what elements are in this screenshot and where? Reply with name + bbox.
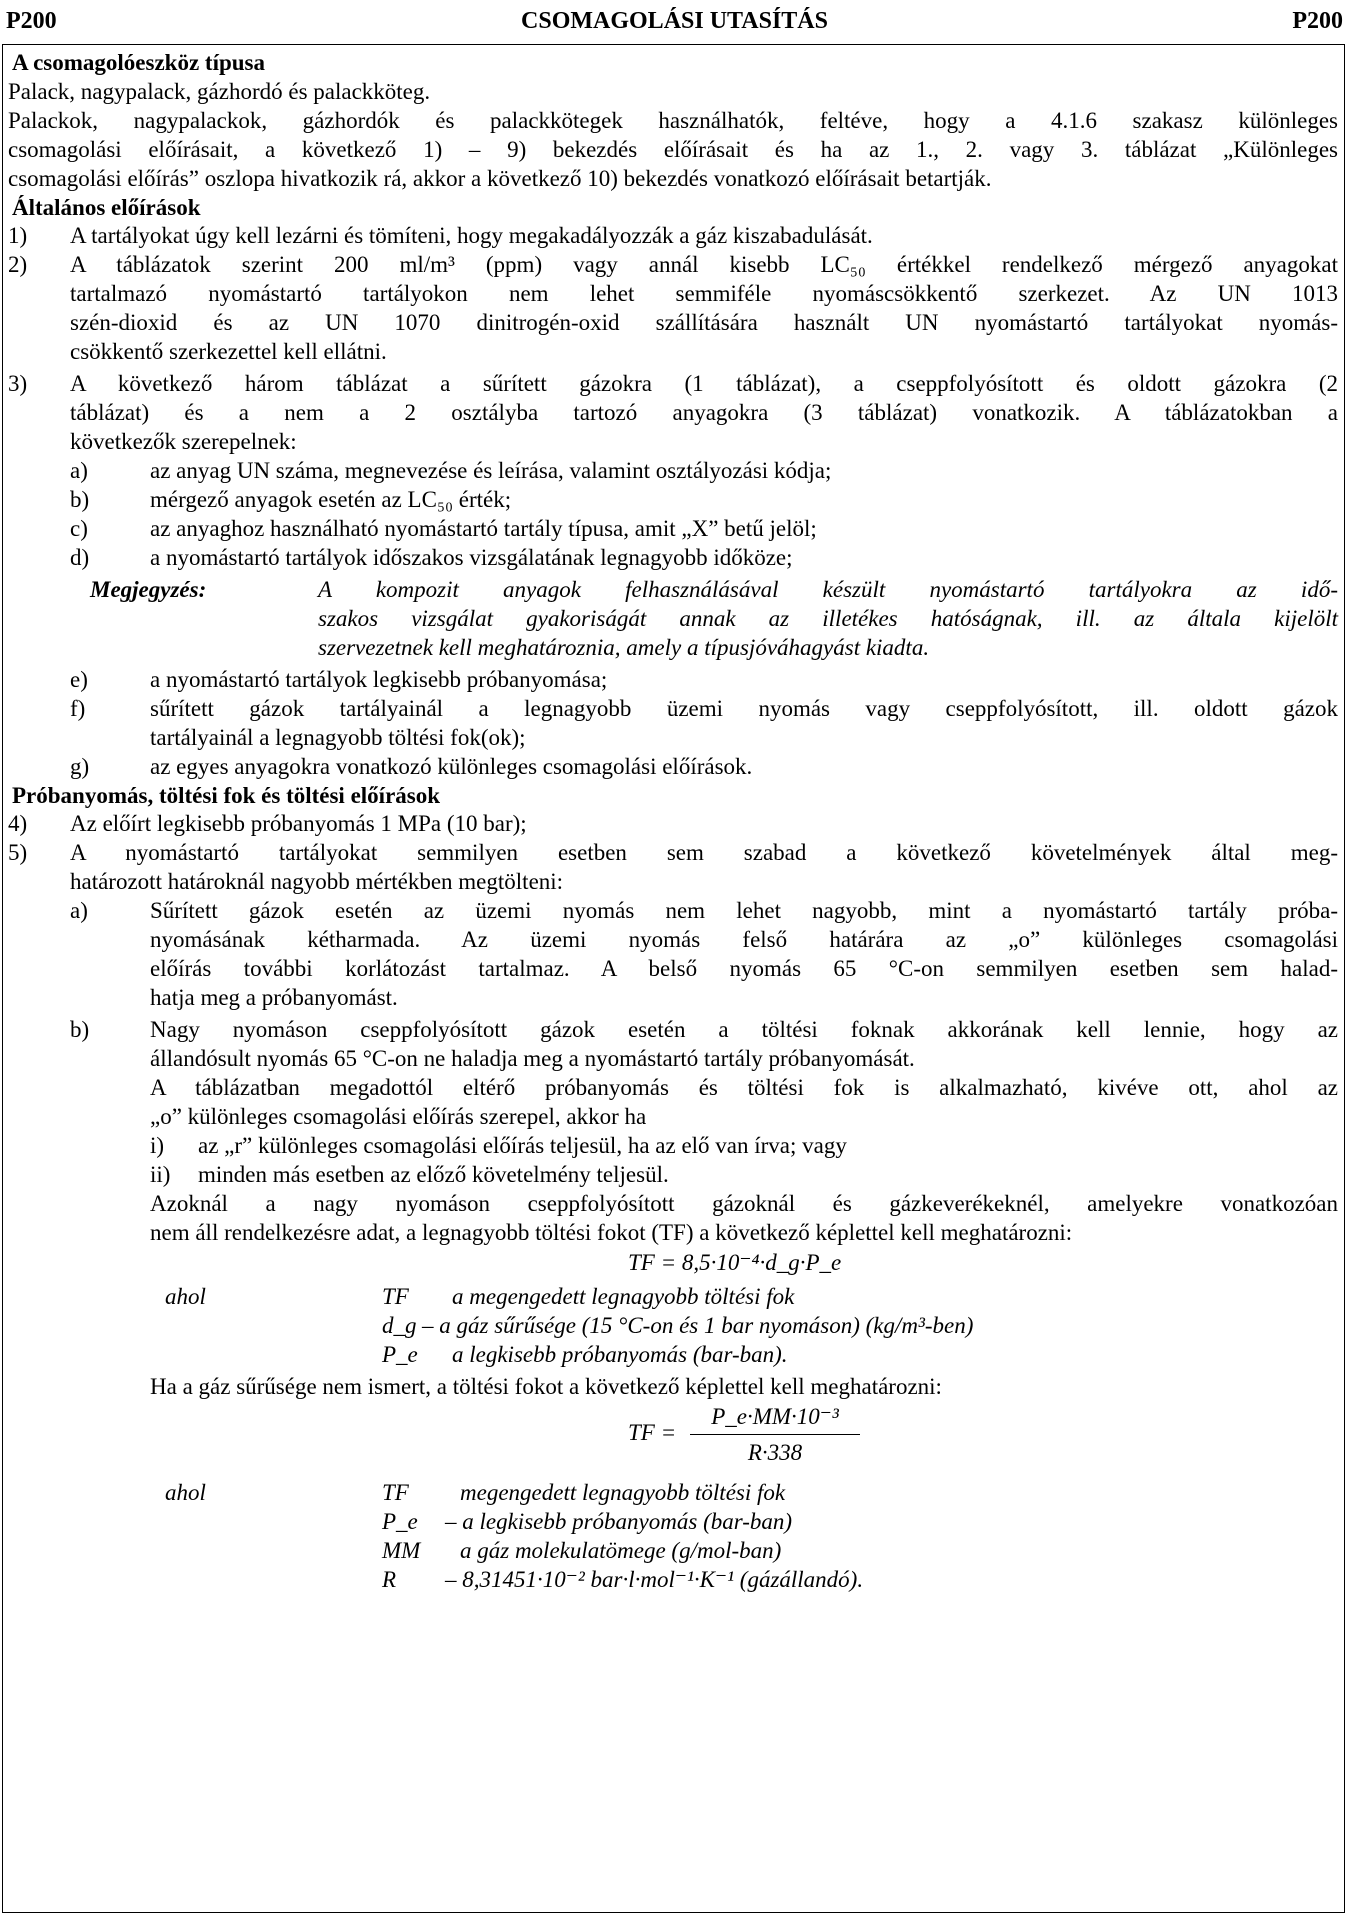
section-heading-test-pressure: Próbanyomás, töltési fok és töltési előírások: [12, 783, 441, 808]
list-item-text: nyomásának kétharmada. Az üzemi nyomás felső határára az „o” különleges csomagolási: [150, 927, 1338, 952]
section-heading-general: Általános előírások: [12, 195, 201, 220]
list-item-text: az egyes anyagokra vonatkozó különleges csomagolási előírások.: [150, 754, 753, 779]
packaging-list-line: Palack, nagypalack, gázhordó és palackköteg.: [8, 79, 431, 104]
symbol: d_g: [382, 1313, 417, 1338]
formula-filling-ratio: TF = 8,5·10⁻⁴·d_g·P_e: [628, 1250, 842, 1275]
paragraph-number: 4): [8, 811, 28, 836]
symbol-description: – a legkisebb próbanyomás (bar-ban): [445, 1509, 793, 1534]
formula2-denominator: R·338: [747, 1440, 803, 1465]
paragraph-number: 2): [8, 252, 28, 277]
list-item-text: Nagy nyomáson cseppfolyósított gázok esetén a töltési foknak akkorának kell lennie, hogy az: [150, 1017, 1338, 1042]
list-item-text: állandósult nyomás 65 °C-on ne haladja meg a nyomástartó tartály próbanyomását.: [150, 1046, 915, 1071]
symbol-description: – a gáz sűrűsége (15 °C-on és 1 bar nyomáson) (kg/m³-ben): [422, 1313, 974, 1338]
symbol: P_e: [382, 1342, 418, 1367]
list-item-text: a nyomástartó tartályok legkisebb próbanyomása;: [150, 667, 608, 692]
note-text: A kompozit anyagok felhasználásával készült nyomástartó tartályokra az idő-: [318, 577, 1338, 602]
list-item-text: tartályainál a legnagyobb töltési fok(ok);: [150, 725, 526, 750]
where-label: ahol: [165, 1480, 206, 1505]
list-item-text: előírás további korlátozást tartalmaz. A belső nyomás 65 °C-on semmilyen esetben sem halad-: [150, 956, 1338, 981]
paragraph-text: táblázat) és a nem a 2 osztályba tartozó anyagokra (3 táblázat) vonatkozik. A táblázatokban a: [70, 400, 1338, 425]
page-header: [0, 0, 1349, 44]
note-text: szervezetnek kell meghatároznia, amely a típusjóváhagyást kiadta.: [318, 635, 930, 660]
header-title: CSOMAGOLÁSI UTASÍTÁS: [521, 8, 828, 34]
intro-paragraph-line: Palackok, nagypalackok, gázhordók és palackkötegek használhatók, feltéve, hogy a 4.1.6 szakasz különleges: [8, 108, 1338, 133]
paragraph-text: A nyomástartó tartályokat semmilyen esetben sem szabad a következő követelmények által meg-: [70, 840, 1338, 865]
roman-key: i): [150, 1133, 165, 1158]
paragraph-text: A következő három táblázat a sűrített gázokra (1 táblázat), a cseppfolyósított és oldott gázokra (2: [70, 371, 1338, 396]
list-key: f): [70, 696, 86, 721]
paragraph-text: tartalmazó nyomástartó tartályokon nem lehet semmiféle nyomáscsökkentő szerkezet. Az UN 1013: [70, 281, 1338, 306]
paragraph-text: következők szerepelnek:: [70, 429, 297, 454]
where-label: ahol: [165, 1284, 206, 1309]
list-item-text: mérgező anyagok esetén az LC₅₀ érték;: [150, 487, 512, 512]
symbol: P_e: [382, 1509, 418, 1534]
formula2-numerator: P_e·MM·10⁻³: [711, 1404, 839, 1429]
section-heading-packaging-type: A csomagolóeszköz típusa: [12, 50, 265, 75]
list-item-text: a nyomástartó tartályok időszakos vizsgálatának legnagyobb időköze;: [150, 545, 793, 570]
list-key: e): [70, 667, 88, 692]
symbol: TF: [382, 1284, 409, 1309]
paragraph-text: Az előírt legkisebb próbanyomás 1 MPa (10 bar);: [70, 811, 527, 836]
list-item-text: az anyaghoz használható nyomástartó tartály típusa, amit „X” betű jelöl;: [150, 516, 817, 541]
paragraph-text: A táblázatok szerint 200 ml/m³ (ppm) vagy annál kisebb LC₅₀ értékkel rendelkező mérgező anyagokat: [70, 252, 1338, 277]
paragraph-number: 1): [8, 223, 28, 248]
header-right-code: P200: [1292, 8, 1343, 34]
intro-paragraph-line: csomagolási előírás” oszlopa hivatkozik rá, akkor a következő 10) bekezdés vonatkozó előírásait betartják.: [8, 166, 992, 191]
list-item-text: hatja meg a próbanyomást.: [150, 985, 398, 1010]
list-key: g): [70, 754, 90, 779]
paragraph-text: A tartályokat úgy kell lezárni és tömíteni, hogy megakadályozzák a gáz kiszabadulását.: [70, 223, 873, 248]
symbol: R: [382, 1567, 397, 1592]
list-key: b): [70, 1017, 90, 1042]
note-text: szakos vizsgálat gyakoriságát annak az illetékes hatóságnak, ill. az általa kijelölt: [318, 606, 1338, 631]
paragraph-text: határozott határoknál nagyobb mértékben megtölteni:: [70, 869, 564, 894]
symbol-description: – 8,31451·10⁻² bar·l·mol⁻¹·K⁻¹ (gázállandó).: [445, 1567, 864, 1592]
list-item-text: az anyag UN száma, megnevezése és leírása, valamint osztályozási kódja;: [150, 458, 832, 483]
symbol-description: a gáz molekulatömege (g/mol-ban): [460, 1538, 782, 1563]
list-key: a): [70, 458, 88, 483]
list-key: a): [70, 898, 88, 923]
list-key: c): [70, 516, 88, 541]
list-key: b): [70, 487, 90, 512]
list-item-text: sűrített gázok tartályainál a legnagyobb üzemi nyomás vagy cseppfolyósított, ill. oldott gázok: [150, 696, 1338, 721]
list-key: d): [70, 545, 90, 570]
formula2-fraction-bar: [690, 1434, 860, 1435]
roman-key: ii): [150, 1162, 171, 1187]
paragraph-text: Ha a gáz sűrűsége nem ismert, a töltési fokot a következő képlettel kell meghatározni:: [150, 1374, 942, 1399]
paragraph-number: 3): [8, 371, 28, 396]
symbol: TF: [382, 1480, 409, 1505]
note-label: Megjegyzés:: [90, 577, 207, 602]
list-item-text: „o” különleges csomagolási előírás szerepel, akkor ha: [150, 1104, 647, 1129]
symbol: MM: [382, 1538, 421, 1563]
list-item-text: Sűrített gázok esetén az üzemi nyomás nem lehet nagyobb, mint a nyomástartó tartály próba-: [150, 898, 1338, 923]
header-left-code: P200: [6, 8, 57, 34]
symbol-description: a megengedett legnagyobb töltési fok: [452, 1284, 795, 1309]
paragraph-text: nem áll rendelkezésre adat, a legnagyobb töltési fokot (TF) a következő képlettel kell meghatározni:: [150, 1220, 1073, 1245]
roman-item-text: minden más esetben az előző követelmény teljesül.: [198, 1162, 669, 1187]
symbol-description: megengedett legnagyobb töltési fok: [460, 1480, 786, 1505]
formula2-lhs: TF =: [628, 1420, 677, 1445]
symbol-description: a legkisebb próbanyomás (bar-ban).: [452, 1342, 788, 1367]
paragraph-text: Azoknál a nagy nyomáson cseppfolyósított gázoknál és gázkeverékeknél, amelyekre vonatkozóan: [150, 1191, 1338, 1216]
roman-item-text: az „r” különleges csomagolási előírás teljesül, ha az elő van írva; vagy: [198, 1133, 847, 1158]
paragraph-number: 5): [8, 840, 28, 865]
list-item-text: A táblázatban megadottól eltérő próbanyomás és töltési fok is alkalmazható, kivéve ott, ahol az: [150, 1075, 1338, 1100]
intro-paragraph-line: csomagolási előírásait, a következő 1) – 9) bekezdés előírásait és ha az 1., 2. vagy 3. táblázat „Különleges: [8, 137, 1338, 162]
paragraph-text: csökkentő szerkezettel kell ellátni.: [70, 339, 387, 364]
paragraph-text: szén-dioxid és az UN 1070 dinitrogén-oxid szállítására használt UN nyomástartó tartályokat nyomás-: [70, 310, 1338, 335]
